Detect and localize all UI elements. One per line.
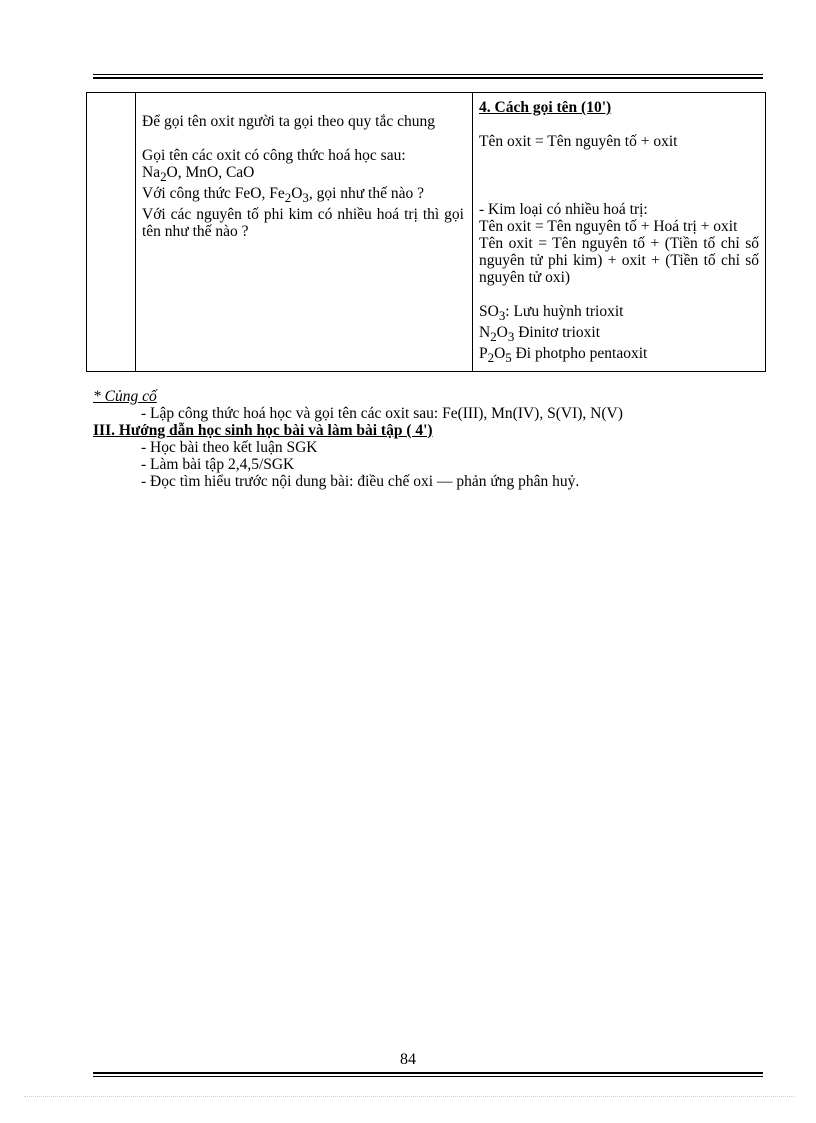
example-so3: $SO_3$: Lưu huỳnh trioxit xyxy=(479,303,624,324)
naming-exercise-prompt: Gọi tên các oxit có công thức hoá học sau: xyxy=(142,147,406,164)
footer-double-rule xyxy=(93,1072,763,1077)
consolidate-item: - Lập công thức hoá học và gọi tên các oxit sau: Fe(III), Mn(IV), S(VI), N(V) xyxy=(141,405,623,422)
multi-valence-metal-question: Với công thức FeO, $Fe_2O_3$, gọi như thế nào ? xyxy=(142,185,424,206)
metal-naming-rule: Tên oxit = Tên nguyên tố + Hoá trị + oxit xyxy=(479,218,738,235)
lesson-table xyxy=(86,92,766,372)
general-naming-rule: Tên oxit = Tên nguyên tố + oxit xyxy=(479,133,678,150)
consolidate-title: * Củng cố xyxy=(93,388,157,405)
teacher-activity-cell xyxy=(136,93,473,372)
nonmetal-naming-rule: Tên oxit = Tên nguyên tố + (Tiền tố chỉ số nguyên tử phi kim) + oxit + (Tiền tố chỉ số nguyên tử oxi) xyxy=(479,235,759,286)
naming-rule-question: Để gọi tên oxit người ta gọi theo quy tắc chung xyxy=(142,113,435,130)
homework-section-title: III. Hướng dẫn học sinh học bài và làm bài tập ( 4') xyxy=(93,422,433,439)
content-cell xyxy=(473,93,766,372)
lesson-summary xyxy=(93,388,773,490)
section-heading: 4. Cách gọi tên (10') xyxy=(479,99,612,116)
header-double-rule xyxy=(93,74,763,79)
nonmetal-question: Với các nguyên tố phi kim có nhiều hoá trị thì gọi tên như thế nào ? xyxy=(142,206,464,241)
page-number: 84 xyxy=(400,1051,416,1068)
example-p2o5: $P_2O_5$ Đi photpho pentaoxit xyxy=(479,345,648,366)
list-item: - Làm bài tập 2,4,5/SGK xyxy=(141,456,295,473)
list-item: - Đọc tìm hiểu trước nội dung bài: điều chế oxi — phản ứng phân huỷ. xyxy=(141,473,580,490)
metal-valence-label: - Kim loại có nhiều hoá trị: xyxy=(479,201,648,218)
list-item: - Học bài theo kết luận SGK xyxy=(141,439,318,456)
example-n2o3: $N_2O_3$ Đinitơ trioxit xyxy=(479,324,601,345)
page-edge-dotted-line xyxy=(24,1096,794,1097)
time-column-cell xyxy=(87,93,136,372)
table-row xyxy=(87,93,766,372)
exercise-formulas: $Na_2O$, MnO, CaO xyxy=(142,164,255,185)
